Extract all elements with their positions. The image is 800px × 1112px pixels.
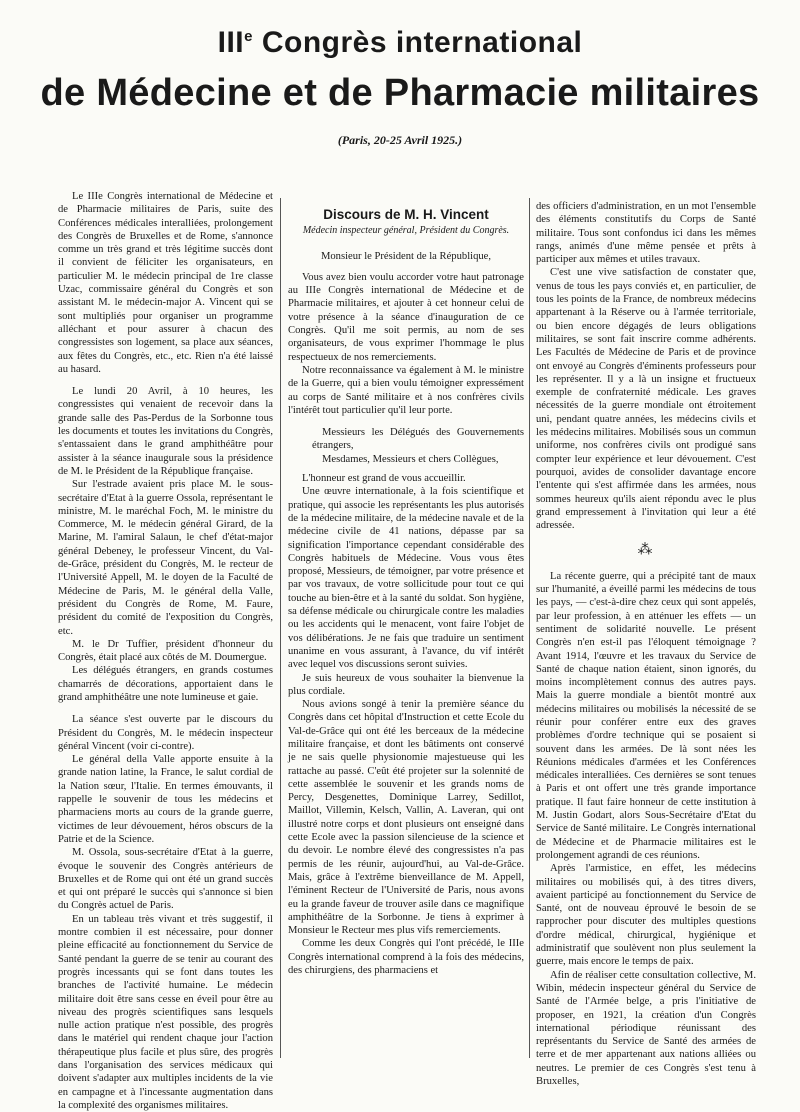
title-line-2: de Médecine et de Pharmacie militaires bbox=[40, 72, 760, 114]
paragraph: Nous avions songé à tenir la première séance du Congrès dans cet hôpital d'Instruction et cette Ecole du Val-de-Grâce qui ont été les berceaux de la médecine militaire française, et dont les bâtiments ont conservé je ne sais quelle physionomie majestueuse qui les rattache au passé. C'eût été projeter sur la solennité de cette assemblée le souvenir et les grands noms de Percy, Desgenettes, Dominique Larrey, Sedillot, Maillot, Villemin, Kelsch, Vallin, A. Laveran, qui ont illustré notre corps et dont plusieurs ont enseigné dans cette Ecole avec la passion silencieuse de la science et du devoir. Le nombre élevé des congressistes n'a pas permis de les réunir, aujourd'hui, au Val-de-Grâce. Mais, grâce à l'extrême bienveillance de M. Appell, l'éminent Recteur de l'Université de Paris, nous avons eu la grande faveur de trouver asile dans ce magnifique amphithéâtre de la Sorbonne. Je tiens à exprimer à Monsieur le Recteur mes plus vifs remerciements. bbox=[288, 699, 524, 937]
address-line: Messieurs les Délégués des Gouvernements étrangers, bbox=[312, 427, 524, 452]
paragraph: Comme les deux Congrès qui l'ont précédé, le IIIe Congrès international comprend à la fois des médecins, des chirurgiens, des pharmaciens et bbox=[288, 938, 524, 977]
paragraph: En un tableau très vivant et très suggestif, il montre combien il est nécessaire, pour donner pleine efficacité au fonctionnement du Service de Santé pendant la guerre de se tenir au courant des progrès incessants qui se font dans toutes les branches de l'activité humaine. Le médecin militaire doit être sans cesse en éveil pour être au niveau des progrès scientifiques sans lesquels nulle action pratique n'est possible, des progrès dans le matériel qui rendent chaque jour l'action thérapeutique plus facile et plus sûre, des progrès dans l'organisation des services médicaux qui doivent s'adapter aux multiples incidents de la vie en campagne et à l'incessante augmentation dans la complexité des organismes militaires. bbox=[58, 913, 273, 1111]
paragraph: Je suis heureux de vous souhaiter la bienvenue la plus cordiale. bbox=[288, 672, 524, 697]
paragraph: Notre reconnaissance va également à M. le ministre de la Guerre, qui a bien voulu témoigner expressément au corps de Santé militaire et à nos confrères civils l'intérêt tout particulier qu'il leur porte. bbox=[288, 364, 524, 416]
paragraph: La séance s'est ouverte par le discours du Président du Congrès, M. le médecin inspecteur général Vincent (voir ci-contre). bbox=[58, 714, 273, 752]
paragraph: Le IIIe Congrès international de Médecine et de Pharmacie militaires de Paris, suite des Conférences médicales interalliées, prolongement des Congrès de Bruxelles et de Rome, s'annonce comme un très grand et très légitime succès dont il convient de féliciter les organisateurs, en particulier M. le médecin principal de 1re classe Uzac, commissaire général du Congrès et son assistant M. le médecin-major A. Vincent qui se sont multipliés pour organiser un programme alléchant et pour assurer à chacun des congressistes son logement, sa place aux séances, aux fêtes du Congrès, etc., etc. Rien n'a été laissé au hasard. bbox=[58, 191, 273, 375]
column-left bbox=[58, 190, 273, 1112]
speech-subheading: Médecin inspecteur général, Président du Congrès. bbox=[302, 225, 510, 237]
column-rule-right bbox=[529, 198, 530, 1058]
paragraph: Vous avez bien voulu accorder votre haut patronage au IIIe Congrès international de Médecine et de Pharmacie militaires, et ajouter à cet honneur celui de votre présence à la séance d'inauguration de ce Congrès. Qu'il me soit permis, au nom de ses organisateurs, de vous exprimer l'hommage le plus respectueux de nos remerciements. bbox=[288, 271, 524, 363]
paragraph: Les délégués étrangers, en grands costumes chamarrés de décorations, apportaient dans le grand amphithéâtre une note lumineuse et gaie. bbox=[58, 665, 273, 703]
paragraph: L'honneur est grand de vous accueillir. bbox=[302, 473, 466, 485]
address-line: Mesdames, Messieurs et chers Collègues, bbox=[322, 453, 499, 465]
column-rule-left bbox=[280, 198, 281, 1058]
column-right bbox=[536, 200, 756, 1088]
paragraph: Le général della Valle apporte ensuite à la grande nation latine, la France, le salut cordial de la Nation sœur, l'Italie. En termes émouvants, il rappelle le souvenir de tous les médecins et pharmaciens morts au cours de la grande guerre, victimes de leur dévouement, héros obscurs de la Patrie et de la Science. bbox=[58, 754, 273, 845]
paragraph: Après l'armistice, en effet, les médecins militaires ou mobilisés qui, à des titres divers, avaient participé au fonctionnement du Service de Santé, ont de nouveau éprouvé le besoin de se rapprocher pour discuter des multiples questions d'ordre médical, chirurgical, hygiénique et administratif que soulèvent non plus seulement la guerre, mais encore le temps de paix. bbox=[536, 863, 756, 968]
paragraph: C'est une vive satisfaction de constater que, venus de tous les pays conviés et, en particulier, de tous les points de la France, de nombreux médecins appartenant à la Réserve ou à l'armée territoriale, ou bien encore dégagés de leurs obligations militaires, se sont fait inscrire comme adhérents. Les Facultés de Médecine de Paris et de province ont envoyé au Congrès d'éminents professeurs pour les représenter. Il y a là un insigne et fructueux exemple de confraternité médicale. Les graves nécessités de la guerre mondiale ont étroitement uni, pendant quatre années, les médecins civils et les médecins militaires. Mobilisés sous un commun uniforme, nos confrères civils ont prodigué sans compter leur expérience et leur dévouement. C'est pourquoi, avides de consolider davantage encore l'entente qui s'est affirmée dans les armées, nous sommes heureux qu'ils aient répondu avec le plus grand empressement à l'invitation qui leur a été adressée. bbox=[536, 267, 756, 532]
subtitle-date: (Paris, 20-25 Avril 1925.) bbox=[337, 133, 463, 147]
salutation: Monsieur le Président de la République, bbox=[320, 250, 492, 262]
column-middle bbox=[288, 206, 524, 977]
paragraph: M. le Dr Tuffier, président d'honneur du Congrès, était placé aux côtés de M. Doumergue. bbox=[58, 638, 273, 664]
paragraph: La récente guerre, qui a précipité tant de maux sur l'humanité, a éveillé parmi les médecins de tous les pays, — c'est-à-dire chez ceux qui sont appelés, par leur profession, à en atténuer les effets — un sentiment de solidarité nouvelle. Le présent Congrès n'en est-il pas l'éloquent témoignage ? Avant 1914, l'œuvre et les travaux du Service de Santé de chaque nation étaient, sinon ignorés, du moins incomplètement connus des autres pays. Mais la guerre mondiale a bientôt montré aux médecins militaires ou mobilisés la nécessité de se réunir pour conférer entre eux des graves problèmes d'ordre technique qui se posaient si souvent dans les armées. De là sont nées les Réunions médicales d'armées et les Conférences médicales interalliées. Ces dernières se sont tenues à Paris et ont offert une très grande importance pratique. Il faut faire honneur de cette institution à M. Justin Godart, alors Sous-Secrétaire d'Etat du Service de Santé militaire. Le Congrès international de Médecine et de Pharmacie militaires est le prolongement agrandi de ces réunions. bbox=[536, 570, 756, 861]
paragraph: Afin de réaliser cette consultation collective, M. Wibin, médecin inspecteur général du Service de Santé de l'Armée belge, a pris l'initiative de proposer, en 1921, la création d'un Congrès international périodique réunissant des représentants du Service de Santé des armées de terre et de mer appartenant aux nations alliées ou neutres. Le premier de ces Congrès s'est tenu à Bruxelles, bbox=[536, 969, 756, 1087]
title-line-1: IIIe Congrès international bbox=[217, 26, 583, 59]
paragraph: des officiers d'administration, en un mot l'ensemble des éléments constitutifs du Corps de Santé militaire. Tous sont confondus ici dans les mêmes rangs, animés d'une même pensée et prêts à participer aux mêmes et utiles travaux. bbox=[536, 201, 756, 266]
paragraph: Une œuvre internationale, à la fois scientifique et pratique, qui associe les représentants les plus autorisés de la médecine militaire, de la médecine navale et de la médecine civile de 41 nations, dépasse par sa signification l'importance cependant considérable des Congrès habituels de Médecine. Vous vous êtes proposé, Messieurs, de témoigner, par votre présence et par vos travaux, de votre sollicitude pour tout ce qui touche au bien-être et à la santé du soldat. Son hygiène, sa défense médicale ou chirurgicale contre les maladies ou les accidents qui le menacent, vont faire l'objet de vos délibérations. Je ne fais que traduire un sentiment unanime en vous assurant, à l'avance, du vif intérêt avec lequel vos discussions seront suivies. bbox=[288, 486, 524, 671]
asterism-ornament: ⁂ bbox=[637, 542, 655, 559]
paragraph: M. Ossola, sous-secrétaire d'Etat à la guerre, évoque le souvenir des Congrès antérieurs de Bruxelles et de Rome qui ont été un grand succès et qui ont préparé le succès qui s'annonce si bien du Congrès actuel de Paris. bbox=[58, 847, 273, 912]
paragraph: Le lundi 20 Avril, à 10 heures, les congressistes qui venaient de recevoir dans la grande salle des Pas-Perdus de la Sorbonne tous les documents et toutes les invitations du Congrès, s'entassaient dans le grand amphithéâtre pour assister à la séance inaugurale sous la présidence de M. le Président de la République française. bbox=[58, 386, 273, 477]
speech-heading: Discours de M. H. Vincent bbox=[323, 207, 489, 222]
paragraph: Sur l'estrade avaient pris place M. le sous-secrétaire d'Etat à la guerre Ossola, représentant le ministre, M. le maréchal Foch, M. le ministre du Commerce, M. le médecin général Girard, de la Marine, M. l'amiral Salaun, le chef d'état-major général Debeney, le professeur Vincent, du Val-de-Grâce, président du Congrès, M. le recteur de l'Université Appell, M. le doyen de la Faculté de Médecine de Paris, M. le général della Valle, président du Congrès de Rome, M. Faure, président du comité de l'exposition du Congrès, etc. bbox=[58, 479, 273, 637]
